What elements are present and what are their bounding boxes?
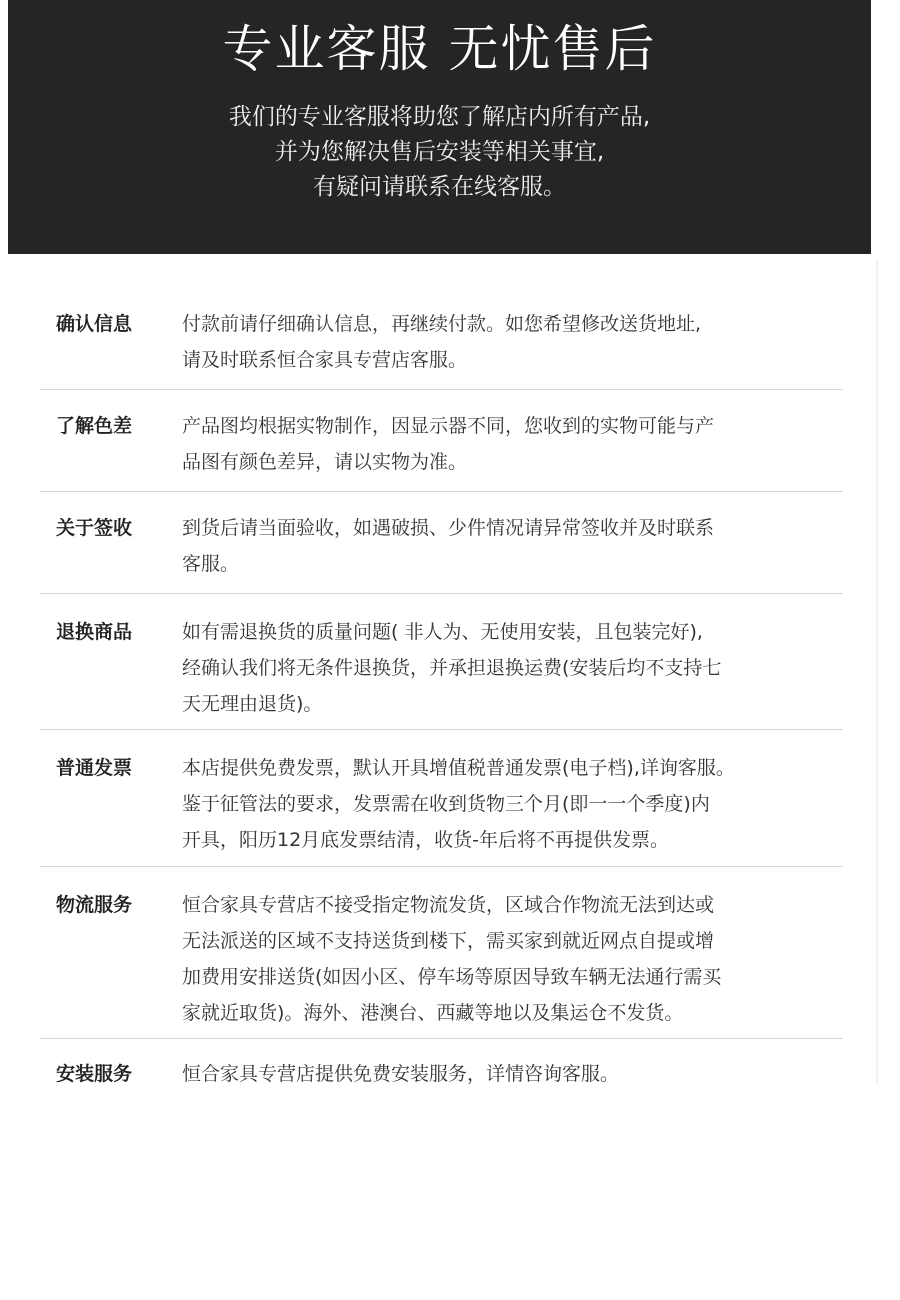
row-divider xyxy=(40,729,843,730)
policy-text-line: 请及时联系恒合家具专营店客服。 xyxy=(182,349,468,371)
header-line: 并为您解决售后安装等相关事宜, xyxy=(274,139,605,165)
policy-text-line: 天无理由退货)。 xyxy=(182,693,323,715)
policy-label: 普通发票 xyxy=(56,757,133,779)
policy-text-line: 到货后请当面验收，如遇破损、少件情况请异常签收并及时联系 xyxy=(182,517,715,539)
row-divider xyxy=(40,491,843,492)
policy-text-line: 付款前请仔细确认信息，再继续付款。如您希望修改送货地址, xyxy=(182,313,702,335)
header-line: 有疑问请联系在线客服。 xyxy=(313,174,566,200)
policy-text-line: 品图有颜色差异，请以实物为准。 xyxy=(182,451,468,473)
row-divider xyxy=(40,389,843,390)
policy-text xyxy=(182,614,842,722)
policy-text-line: 无法派送的区域不支持送货到楼下，需买家到就近网点自提或增 xyxy=(182,930,715,952)
policy-text-line: 产品图均根据实物制作，因显示器不同，您收到的实物可能与产 xyxy=(182,415,715,437)
policy-text xyxy=(182,306,842,378)
header-line: 我们的专业客服将助您了解店内所有产品, xyxy=(228,104,651,130)
policy-text-line: 客服。 xyxy=(182,553,240,575)
policy-text-line: 鉴于征管法的要求，发票需在收到货物三个月(即一一个季度)内 xyxy=(182,793,710,815)
policy-text-line: 经确认我们将无条件退换货，并承担退换运费(安装后均不支持七 xyxy=(182,657,722,679)
right-edge-rule xyxy=(876,260,878,1085)
policy-text-line: 加费用安排送货(如因小区、停车场等原因导致车辆无法通行需买 xyxy=(182,966,722,988)
service-header-banner xyxy=(8,0,871,254)
row-divider xyxy=(40,1038,843,1039)
policy-text-line: 开具，阳历12月底发票结清，收货-年后将不再提供发票。 xyxy=(182,829,670,851)
policy-text xyxy=(182,887,842,1031)
header-description xyxy=(8,100,871,205)
header-title: 专业客服 无忧售后 xyxy=(222,20,657,78)
policy-text xyxy=(182,408,842,480)
row-divider xyxy=(40,866,843,867)
policy-label: 物流服务 xyxy=(56,894,133,916)
policy-text xyxy=(182,750,842,858)
policy-label: 安装服务 xyxy=(56,1063,133,1085)
policy-label: 确认信息 xyxy=(56,313,133,335)
policy-text-line: 恒合家具专营店提供免费安装服务，详情咨询客服。 xyxy=(182,1063,620,1085)
policy-text xyxy=(182,510,842,582)
policy-label: 关于签收 xyxy=(56,517,133,539)
policy-text-line: 如有需退换货的质量问题( 非人为、无使用安装，且包装完好), xyxy=(182,621,703,643)
policy-text-line: 家就近取货)。海外、港澳台、西藏等地以及集运仓不发货。 xyxy=(182,1002,684,1024)
policy-text-line: 本店提供免费发票，默认开具增值税普通发票(电子档),详询客服。 xyxy=(182,757,735,779)
policy-label: 退换商品 xyxy=(56,621,133,643)
policy-text-line: 恒合家具专营店不接受指定物流发货，区域合作物流无法到达或 xyxy=(182,894,715,916)
policy-text xyxy=(182,1056,842,1092)
policy-label: 了解色差 xyxy=(56,415,133,437)
row-divider xyxy=(40,593,843,594)
